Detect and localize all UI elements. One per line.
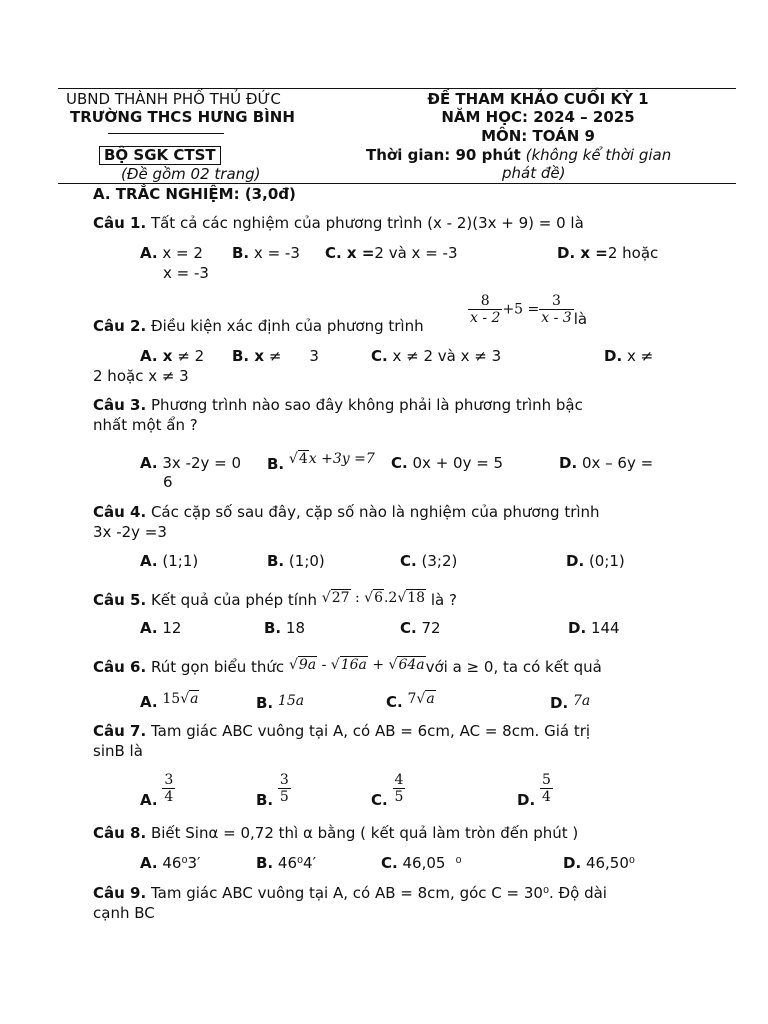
q2-option-b: B. x ≠ 3 <box>232 347 319 365</box>
header-school-name: TRƯỜNG THCS HƯNG BÌNH <box>70 108 295 126</box>
q1-option-c: C. x =2 và x = -3 <box>325 244 458 262</box>
q8-option-d: D. 46,50⁰ <box>563 854 635 872</box>
q7-option-c: C. $\frac{4}{5}$ <box>371 772 404 809</box>
q6-option-c: C. 7√a <box>386 691 435 711</box>
q7-option-d: D. $\frac{5}{4}$ <box>517 772 551 809</box>
question-4 <box>93 502 600 522</box>
q3-option-c: C. 0x + 0y = 5 <box>391 454 504 472</box>
q1-label: Câu 1. <box>93 214 147 232</box>
subject: MÔN: TOÁN 9 <box>481 127 595 145</box>
question-1 <box>93 213 584 233</box>
q6-after: với a ≥ 0, ta có kết quả <box>425 658 602 676</box>
q4-option-a: A. (1;1) <box>140 552 199 570</box>
q7-text: Tam giác ABC vuông tại A, có AB = 6cm, AC = 8cm. Giá trị <box>150 722 591 740</box>
q1-text: Tất cả các nghiệm của phương trình (x - 2)(3x + 9) = 0 là <box>150 214 584 232</box>
question-8 <box>93 823 578 843</box>
q6-option-d: D. 7a <box>550 693 591 712</box>
q5-option-b: B. 18 <box>264 619 306 637</box>
q3-option-a: A. 3x -2y = 0 <box>140 454 242 472</box>
q4-label: Câu 4. <box>93 503 147 521</box>
q2-label: Câu 2. <box>93 317 147 335</box>
question-9 <box>93 883 607 903</box>
q2-option-a: A. x ≠ 2 <box>140 347 205 365</box>
q4-option-b: B. (1;0) <box>267 552 325 570</box>
section-a-title: A. TRẮC NGHIỆM: (3,0đ) <box>93 185 296 203</box>
q9-label: Câu 9. <box>93 884 147 902</box>
q6-label: Câu 6. <box>93 658 147 676</box>
q7-option-a: A. $\frac{3}{4}$ <box>140 772 174 809</box>
question-6 <box>93 655 602 677</box>
q5-after: là ? <box>430 591 457 609</box>
header-underline <box>108 133 224 134</box>
q7-label: Câu 7. <box>93 722 147 740</box>
q4-option-c: C. (3;2) <box>400 552 458 570</box>
q8-option-a: A. 46⁰3′ <box>140 854 201 872</box>
q2-option-d-cont: 2 hoặc x ≠ 3 <box>93 367 189 385</box>
q7-option-b: B. $\frac{3}{5}$ <box>256 772 289 809</box>
question-2 <box>93 316 424 336</box>
q5-text: Kết quả của phép tính <box>150 591 317 609</box>
header-pages-note: (Đề gồm 02 trang) <box>121 165 261 183</box>
exam-time <box>366 145 671 165</box>
q4-option-d: D. (0;1) <box>566 552 625 570</box>
q3-option-d-cont: 6 <box>163 473 173 491</box>
q2-frac-2: $\frac{3}{x - 3}$ <box>541 293 572 326</box>
q5-expression: √27 : √6.2√18 <box>321 590 426 606</box>
q2-frac-1: $\frac{8}{x - 2}$ <box>470 293 501 326</box>
q8-label: Câu 8. <box>93 824 147 842</box>
question-3 <box>93 395 583 415</box>
q5-option-a: A. 12 <box>140 619 182 637</box>
time-label: Thời gian: 90 phút <box>366 146 521 164</box>
header-left-line1: UBND THÀNH PHỐ THỦ ĐỨC <box>66 90 281 108</box>
time-note: (không kể thời gian <box>525 146 672 164</box>
q4-text: Các cặp số sau đây, cặp số nào là nghiệm của phương trình <box>150 503 600 521</box>
q3-text-cont: nhất một ẩn ? <box>93 416 198 434</box>
q5-option-c: C. 72 <box>400 619 441 637</box>
q7-text-cont: sinB là <box>93 742 143 760</box>
q2-after: là <box>573 310 588 328</box>
q2-equation: $\frac{8}{x - 2}$ +5 = $\frac{3}{x - 3}$ là <box>470 293 588 328</box>
q6-expression: √9a - √16a + √64a <box>288 657 425 673</box>
q6-option-a: A. 15√a <box>140 691 199 711</box>
q8-option-b: B. 46⁰4′ <box>256 854 316 872</box>
q9-text: Tam giác ABC vuông tại A, có AB = 8cm, góc C = 30⁰. Độ dài <box>150 884 607 902</box>
question-7 <box>93 721 590 741</box>
q6-text: Rút gọn biểu thức <box>150 658 285 676</box>
header-book-box: BỘ SGK CTST <box>99 146 221 165</box>
question-5 <box>93 588 457 610</box>
q5-option-d: D. 144 <box>568 619 620 637</box>
q2-option-c: C. x ≠ 2 và x ≠ 3 <box>371 347 502 365</box>
q2-option-d: D. x ≠ <box>604 347 654 365</box>
q5-label: Câu 5. <box>93 591 147 609</box>
time-note-2: phát đề) <box>502 164 566 182</box>
q4-text-cont: 3x -2y =3 <box>93 523 167 541</box>
q2-text: Điều kiện xác định của phương trình <box>150 317 424 335</box>
q6-option-b: B. 15a <box>256 693 305 712</box>
q3-label: Câu 3. <box>93 396 147 414</box>
q1-option-d: D. x =2 hoặc <box>557 244 659 262</box>
q8-text: Biết Sinα = 0,72 thì α bằng ( kết quả làm tròn đến phút ) <box>150 824 579 842</box>
q8-option-c: C. 46,05 ⁰ <box>381 854 462 872</box>
school-year: NĂM HỌC: 2024 – 2025 <box>441 108 635 126</box>
exam-title: ĐỀ THAM KHẢO CUỐI KỲ 1 <box>427 90 649 108</box>
q3-option-d: D. 0x – 6y = <box>559 454 654 472</box>
q3-text: Phương trình nào sao đây không phải là phương trình bậc <box>150 396 583 414</box>
q1-option-d-cont: x = -3 <box>163 264 209 282</box>
q1-option-a: A. x = 2 <box>140 244 203 262</box>
q3-option-b: B. √4x +3y =7 <box>267 451 375 473</box>
q9-text-cont: cạnh BC <box>93 904 155 922</box>
q1-option-b: B. x = -3 <box>232 244 300 262</box>
